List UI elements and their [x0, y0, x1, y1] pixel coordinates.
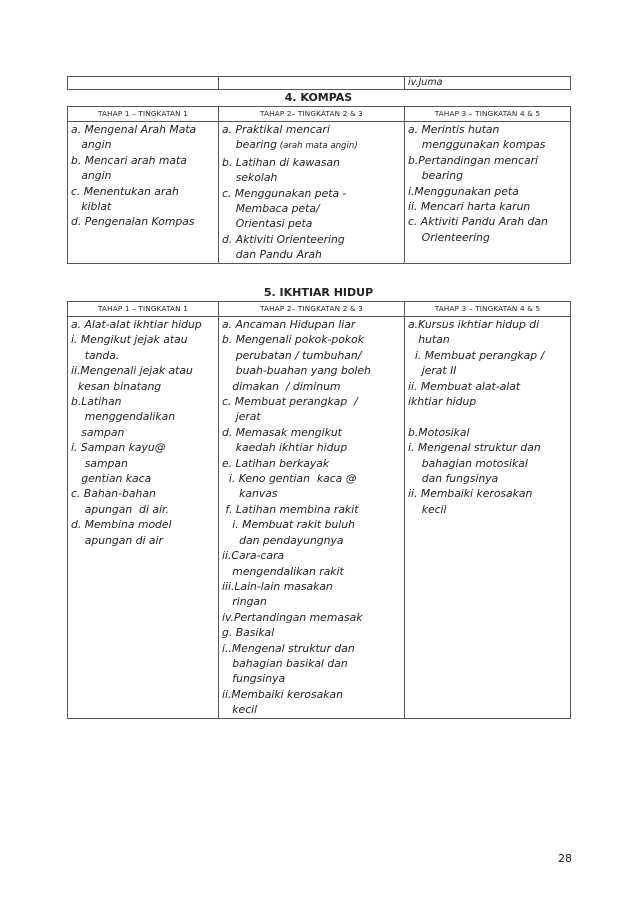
kompas-c2-line: Orientasi peta: [222, 217, 313, 231]
kompas-tahap-1-cell: [68, 122, 219, 264]
kompas-c1-line: angin: [71, 169, 112, 183]
ikhtiar-c2-line: iv.Pertandingan memasak: [222, 610, 363, 624]
kompas-c2-note: (arah mata angin): [276, 141, 358, 152]
ikhtiar-c2-line: perubatan / tumbuhan/: [222, 348, 362, 362]
ikhtiar-c2-line: g. Basikal: [222, 626, 275, 640]
kompas-c2-line: c. Menggunakan peta -: [222, 186, 347, 200]
ikhtiar-tahap-1-cell: [68, 317, 219, 719]
prev-cell-1: [68, 77, 219, 90]
ikhtiar-c3-line: i. Mengenal struktur dan: [408, 441, 541, 455]
ikhtiar-c2-line: iii.Lain-lain masakan: [222, 579, 333, 593]
ikhtiar-c1-line: i. Sampan kayu@: [71, 441, 166, 455]
kompas-header-tahap-1: TAHAP 1 – TINGKATAN 1: [68, 107, 219, 122]
ikhtiar-c1-line: apungan di air.: [71, 502, 169, 516]
kompas-c3-line: c. Aktiviti Pandu Arah dan: [408, 215, 548, 229]
ikhtiar-c1-line: a. Alat-alat ikhtiar hidup: [71, 318, 202, 331]
kompas-c1-line: kiblat: [71, 200, 112, 214]
page-number: 28: [558, 852, 572, 865]
kompas-c1-line: b. Mencari arah mata: [71, 153, 187, 167]
ikhtiar-c2-line: c. Membuat perangkap /: [222, 395, 358, 409]
kompas-c1-line: a. Mengenal Arah Mata: [71, 123, 197, 136]
kompas-c3-line: menggunakan kompas: [408, 138, 546, 152]
previous-section-last-row: [67, 76, 571, 90]
ikhtiar-c2-line: fungsinya: [222, 672, 286, 686]
kompas-c2-line-with-note: [222, 137, 401, 154]
ikhtiar-c2-line: d. Memasak mengikut: [222, 425, 342, 439]
section-title-kompas: 4. KOMPAS: [284, 91, 353, 104]
ikhtiar-c2-line: ii.Membaiki kerosakan: [222, 687, 343, 701]
kompas-c2-line: Membaca peta/: [222, 202, 320, 216]
ikhtiar-c2-line: bahagian basikal dan: [222, 656, 348, 670]
ikhtiar-c3-line: ii. Membuat alat-alat: [408, 379, 521, 393]
ikhtiar-c1-line: b.Latihan: [71, 395, 122, 409]
ikhtiar-c2-line: buah-buahan yang boleh: [222, 364, 371, 378]
ikhtiar-c2-line: b. Mengenali pokok-pokok: [222, 333, 364, 347]
ikhtiar-c2-line: dan pendayungnya: [222, 533, 344, 547]
ikhtiar-tahap-2-cell: [219, 317, 405, 719]
ikhtiar-c2-line: a. Ancaman Hidupan liar: [222, 318, 356, 331]
ikhtiar-c3-line: i. Membuat perangkap /: [408, 348, 545, 362]
ikhtiar-c3-line: jerat II: [408, 364, 457, 378]
ikhtiar-c2-line: i. Membuat rakit buluh: [222, 518, 355, 532]
ikhtiar-c2-line: f. Latihan membina rakit: [222, 502, 359, 516]
kompas-c3-line: ii. Mencari harta karun: [408, 200, 531, 214]
ikhtiar-c1-line: d. Membina model: [71, 518, 172, 532]
kompas-c3-line: a. Merintis hutan: [408, 123, 500, 136]
ikhtiar-c3-line: a.Kursus ikhtiar hidup di: [408, 318, 540, 331]
ikhtiar-header-tahap-3: TAHAP 3 – TINGKATAN 4 & 5: [405, 302, 571, 317]
ikhtiar-c1-line: kesan binatang: [71, 379, 162, 393]
kompas-header-tahap-2: TAHAP 2– TINGKATAN 2 & 3: [219, 107, 405, 122]
ikhtiar-header-tahap-2: TAHAP 2– TINGKATAN 2 & 3: [219, 302, 405, 317]
ikhtiar-c1-line: i. Mengikut jejak atau: [71, 333, 188, 347]
ikhtiar-c2-line: e. Latihan berkayak: [222, 456, 330, 470]
kompas-header-tahap-3: TAHAP 3 – TINGKATAN 4 & 5: [405, 107, 571, 122]
ikhtiar-c3-line: ii. Membaiki kerosakan: [408, 487, 533, 501]
ikhtiar-c1-line: c. Bahan-bahan: [71, 487, 156, 501]
ikhtiar-c1-line: tanda.: [71, 348, 120, 362]
ikhtiar-c3-line: kecil: [408, 502, 447, 516]
ikhtiar-header-tahap-1: TAHAP 1 – TINGKATAN 1: [68, 302, 219, 317]
kompas-c3-line: Orienteering: [408, 230, 490, 244]
ikhtiar-c2-line: dimakan / diminum: [222, 379, 341, 393]
ikhtiar-c1-line: menggendalikan: [71, 410, 176, 424]
kompas-c3-line: b.Pertandingan mencari: [408, 153, 539, 167]
ikhtiar-c3-line: b.Motosikal: [408, 425, 470, 439]
kompas-c3-line: bearing: [408, 169, 463, 183]
ikhtiar-c2-line: ii.Cara-cara: [222, 549, 285, 563]
kompas-c1-line: d. Pengenalan Kompas: [71, 215, 195, 229]
kompas-header-row: [68, 107, 571, 122]
ikhtiar-c1-line: sampan: [71, 456, 128, 470]
ikhtiar-c3-line: hutan: [408, 333, 450, 347]
ikhtiar-c2-line: ringan: [222, 595, 267, 609]
ikhtiar-c3-line-blank: [408, 409, 567, 424]
ikhtiar-c1-line: apungan di air: [71, 533, 163, 547]
ikhtiar-header-row: [68, 302, 571, 317]
ikhtiar-c2-line: i. Keno gentian kaca @: [222, 472, 357, 486]
prev-cell-2: [219, 77, 405, 90]
ikhtiar-c1-line: ii.Mengenali jejak atau: [71, 364, 193, 378]
kompas-c2-line: sekolah: [222, 171, 278, 185]
kompas-c2-line: a. Praktikal mencari: [222, 123, 330, 136]
prev-cell-3: iv.Juma: [405, 77, 571, 90]
ikhtiar-c2-line: kaedah ikhtiar hidup: [222, 441, 348, 455]
ikhtiar-hidup-table: [67, 301, 571, 719]
ikhtiar-body-row: [68, 317, 571, 719]
ikhtiar-c2-line: mengendalikan rakit: [222, 564, 344, 578]
ikhtiar-c2-line: i..Mengenal struktur dan: [222, 641, 355, 655]
kompas-table: [67, 106, 571, 264]
kompas-c1-line: c. Menentukan arah: [71, 184, 179, 198]
kompas-c2-line: dan Pandu Arah: [222, 248, 322, 262]
kompas-c2-text: bearing: [222, 138, 277, 152]
ikhtiar-c2-line: kanvas: [222, 487, 278, 501]
kompas-body-row: [68, 122, 571, 264]
ikhtiar-tahap-3-cell: [405, 317, 571, 719]
kompas-c3-line: i.Menggunakan peta: [408, 184, 519, 198]
ikhtiar-c2-line: kecil: [222, 703, 258, 717]
ikhtiar-c1-line: sampan: [71, 425, 125, 439]
ikhtiar-c3-line: ikhtiar hidup: [408, 395, 477, 409]
kompas-tahap-2-cell: [219, 122, 405, 264]
kompas-c2-line: d. Aktiviti Orienteering: [222, 232, 345, 246]
ikhtiar-c3-line: dan fungsinya: [408, 472, 499, 486]
ikhtiar-c1-line: gentian kaca: [71, 472, 152, 486]
ikhtiar-c3-line: bahagian motosikal: [408, 456, 528, 470]
section-title-ikhtiar-hidup: 5. IKHTIAR HIDUP: [263, 286, 374, 299]
kompas-c1-line: angin: [71, 138, 112, 152]
ikhtiar-c2-line: jerat: [222, 410, 261, 424]
kompas-tahap-3-cell: [405, 122, 571, 264]
kompas-c2-line: b. Latihan di kawasan: [222, 155, 341, 169]
